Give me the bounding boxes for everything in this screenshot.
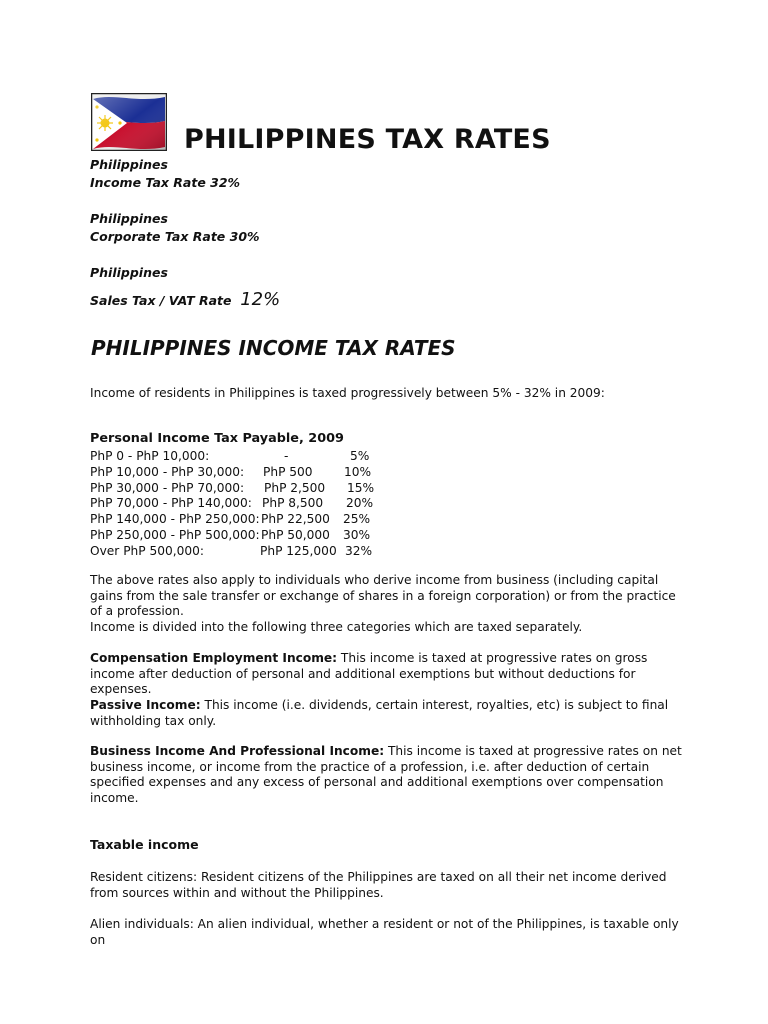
compensation-text: This income is taxed at progressive rates on gross income after deduction of personal and additional exemptions but without deductions for expenses.: [90, 651, 648, 697]
base-cell: PhP 50,000: [261, 527, 330, 542]
resident-paragraph: Resident citizens: Resident citizens of the Philippines are taxed on all their net income derived from sources within and without the Philippines.: [90, 870, 667, 900]
summary-country-3: Philippines: [90, 265, 168, 280]
sales-tax-rate: 12%: [240, 289, 281, 310]
bracket-cell: PhP 250,000 - PhP 500,000:: [90, 527, 260, 542]
summary-income-tax: Income Tax Rate 32%: [90, 175, 241, 190]
base-cell: PhP 2,500: [264, 480, 326, 495]
compensation-paragraph: [90, 651, 690, 698]
bracket-cell: PhP 0 - PhP 10,000:: [90, 449, 210, 463]
above-rates-paragraph: The above rates also apply to individuals who derive income from business (including capital gains from the sale transfer or exchange of shares in a foreign corporation) or from the practice of a profession.: [90, 573, 676, 619]
compensation-label: Compensation Employment Income:: [90, 651, 338, 665]
rate-cell: 20%: [346, 496, 374, 511]
taxable-income-heading: Taxable income: [90, 837, 199, 852]
bracket-cell: PhP 70,000 - PhP 140,000:: [90, 496, 252, 511]
summary-corporate-tax: Corporate Tax Rate 30%: [90, 229, 260, 244]
passive-label: Passive Income:: [90, 698, 201, 712]
table-heading: Personal Income Tax Payable, 2009: [90, 431, 344, 446]
business-label: Business Income And Professional Income:: [90, 744, 385, 758]
passive-text: This income (i.e. dividends, certain interest, royalties, etc) is subject to final withholding tax only.: [90, 698, 669, 728]
bracket-cell: Over PhP 500,000:: [90, 543, 204, 558]
bracket-cell: PhP 140,000 - PhP 250,000:: [90, 512, 260, 527]
sales-tax-label: Sales Tax / VAT Rate: [90, 293, 232, 308]
base-cell: PhP 125,000: [260, 543, 337, 558]
summary-country-1: Philippines: [90, 157, 168, 172]
page-title: PHILIPPINES TAX RATES: [184, 124, 551, 155]
base-cell: -: [284, 449, 289, 463]
business-text: This income is taxed at progressive rates on net business income, or income from the practice of a profession, i.e. after deduction of certain specified expenses and any excess of personal and additional exemptions over compensation income.: [90, 744, 682, 805]
base-cell: PhP 22,500: [261, 512, 330, 527]
rate-cell: 25%: [343, 512, 371, 527]
categories-paragraph: Income is divided into the following three categories which are taxed separately.: [90, 620, 583, 634]
intro-paragraph: Income of residents in Philippines is taxed progressively between 5% - 32% in 2009:: [90, 386, 605, 400]
bracket-cell: PhP 10,000 - PhP 30,000:: [90, 464, 245, 479]
summary-sales-tax: [90, 289, 280, 310]
passive-paragraph: [90, 698, 690, 729]
rate-cell: 30%: [343, 527, 371, 542]
base-cell: PhP 500: [263, 464, 313, 479]
rate-cell: 5%: [350, 449, 370, 463]
business-paragraph: [90, 744, 690, 806]
philippines-flag-icon: [91, 93, 167, 151]
alien-paragraph: Alien individuals: An alien individual, whether a resident or not of the Philippines, is taxable only on: [90, 917, 679, 947]
base-cell: PhP 8,500: [262, 496, 324, 511]
rate-cell: 32%: [345, 543, 373, 558]
summary-country-2: Philippines: [90, 211, 168, 226]
rate-cell: 10%: [344, 464, 372, 479]
rate-cell: 15%: [347, 480, 375, 495]
section-heading: PHILIPPINES INCOME TAX RATES: [91, 336, 456, 360]
bracket-cell: PhP 30,000 - PhP 70,000:: [90, 480, 245, 495]
